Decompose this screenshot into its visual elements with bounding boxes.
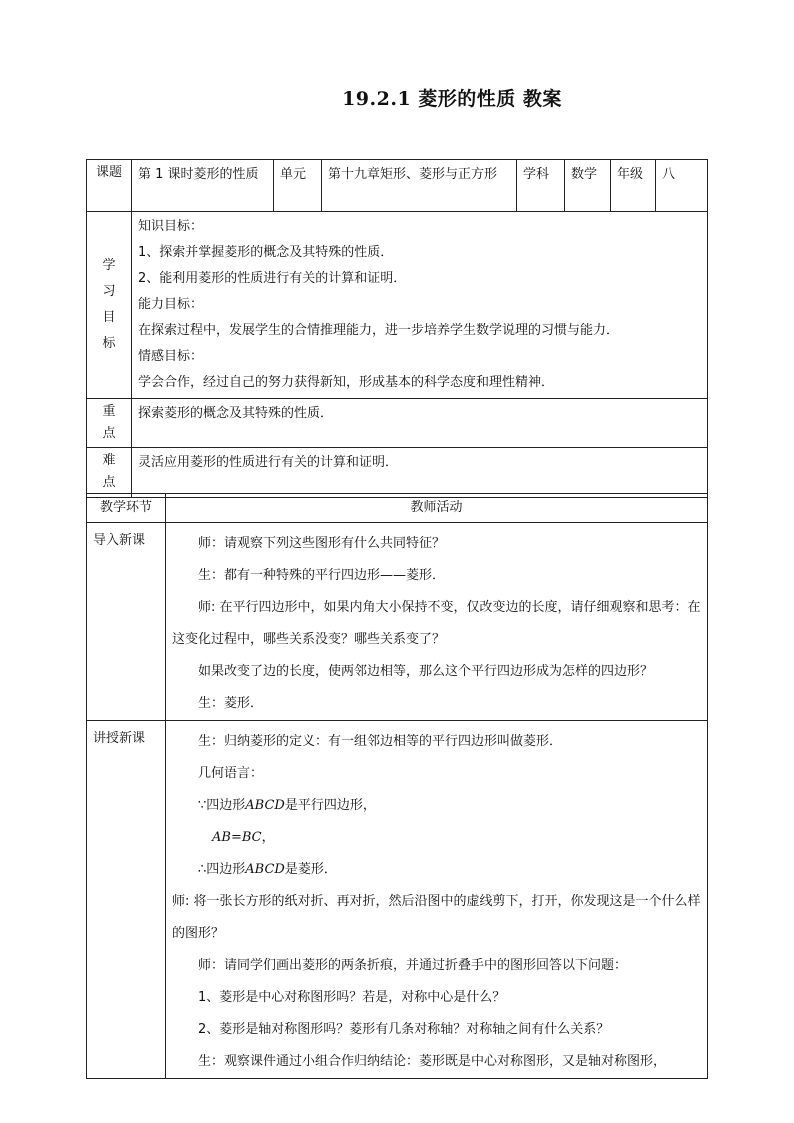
unit-label: 单元 bbox=[274, 160, 322, 212]
topic-label: 课题 bbox=[87, 160, 132, 212]
paragraph: 如果改变了边的长度，使两邻边相等，那么这个平行四边形成为怎样的四边形？ bbox=[198, 664, 654, 679]
key-point-value: 探索菱形的概念及其特殊的性质． bbox=[132, 399, 708, 448]
difficulty-value: 灵活应用菱形的性质进行有关的计算和证明． bbox=[132, 448, 708, 498]
phase-column-header: 教学环节 bbox=[87, 494, 166, 523]
paragraph: 师: 在平行四边形中，如果内角大小保持不变，仅改变边的长度，请仔细观察和思考：在这变化过程中，哪些关系没变？哪些关系变了？ bbox=[172, 600, 701, 647]
key-point-label: 重点 bbox=[87, 399, 132, 448]
paragraph: ∵四边形ABCD是平行四边形， bbox=[198, 798, 376, 813]
teaching-process-table bbox=[86, 493, 708, 1079]
goal-line: 2、能利用菱形的性质进行有关的计算和证明． bbox=[138, 271, 407, 286]
subject-value: 数学 bbox=[565, 160, 611, 212]
goals-label: 学习目标 bbox=[87, 212, 132, 399]
activity-column-header: 教师活动 bbox=[166, 494, 708, 523]
paragraph: 2、菱形是轴对称图形吗？菱形有几条对称轴？对称轴之间有什么关系？ bbox=[198, 1022, 610, 1037]
activity-teaching bbox=[166, 721, 708, 1079]
paragraph: 生：归纳菱形的定义：有一组邻边相等的平行四边形叫做菱形． bbox=[198, 734, 563, 749]
paragraph: 师：请观察下列这些图形有什么共同特征？ bbox=[198, 536, 446, 551]
goal-line: 情感目标： bbox=[138, 349, 204, 364]
paragraph: 生：菱形． bbox=[198, 696, 264, 711]
grade-label: 年级 bbox=[611, 160, 656, 212]
paragraph: ∴四边形ABCD是菱形． bbox=[198, 862, 337, 877]
document-title: 19.2.1 菱形的性质 教案 bbox=[342, 88, 562, 110]
subject-label: 学科 bbox=[517, 160, 565, 212]
difficulty-label: 难点 bbox=[87, 448, 132, 498]
paragraph: 师：请同学们画出菱形的两条折痕，并通过折叠手中的图形回答以下问题： bbox=[198, 958, 628, 973]
lesson-info-table bbox=[86, 159, 708, 498]
goal-line: 在探索过程中，发展学生的合情推理能力，进一步培养学生数学说理的习惯与能力． bbox=[138, 323, 620, 338]
paragraph: 师: 将一张长方形的纸对折、再对折，然后沿图中的虚线剪下，打开，你发现这是一个什么样的图形？ bbox=[172, 894, 701, 941]
phase-intro: 导入新课 bbox=[87, 523, 166, 721]
unit-value: 第十九章矩形、菱形与正方形 bbox=[322, 160, 517, 212]
paragraph: 几何语言： bbox=[198, 766, 264, 781]
paragraph: 1、菱形是中心对称图形吗？若是，对称中心是什么？ bbox=[198, 990, 506, 1005]
paragraph: 生：观察课件通过小组合作归纳结论：菱形既是中心对称图形，又是轴对称图形， bbox=[198, 1054, 667, 1069]
activity-intro bbox=[166, 523, 708, 721]
goals-content bbox=[132, 212, 708, 399]
phase-teaching: 讲授新课 bbox=[87, 721, 166, 1079]
topic-value: 第 1 课时菱形的性质 bbox=[132, 160, 274, 212]
goal-line: 知识目标： bbox=[138, 219, 204, 234]
goal-line: 1、探索并掌握菱形的概念及其特殊的性质． bbox=[138, 245, 394, 260]
paragraph: AB=BC， bbox=[212, 830, 275, 845]
grade-value: 八 bbox=[656, 160, 708, 212]
goal-line: 学会合作，经过自己的努力获得新知，形成基本的科学态度和理性精神． bbox=[138, 375, 555, 390]
goal-line: 能力目标： bbox=[138, 297, 204, 312]
paragraph: 生：都有一种特殊的平行四边形——菱形． bbox=[198, 568, 446, 583]
